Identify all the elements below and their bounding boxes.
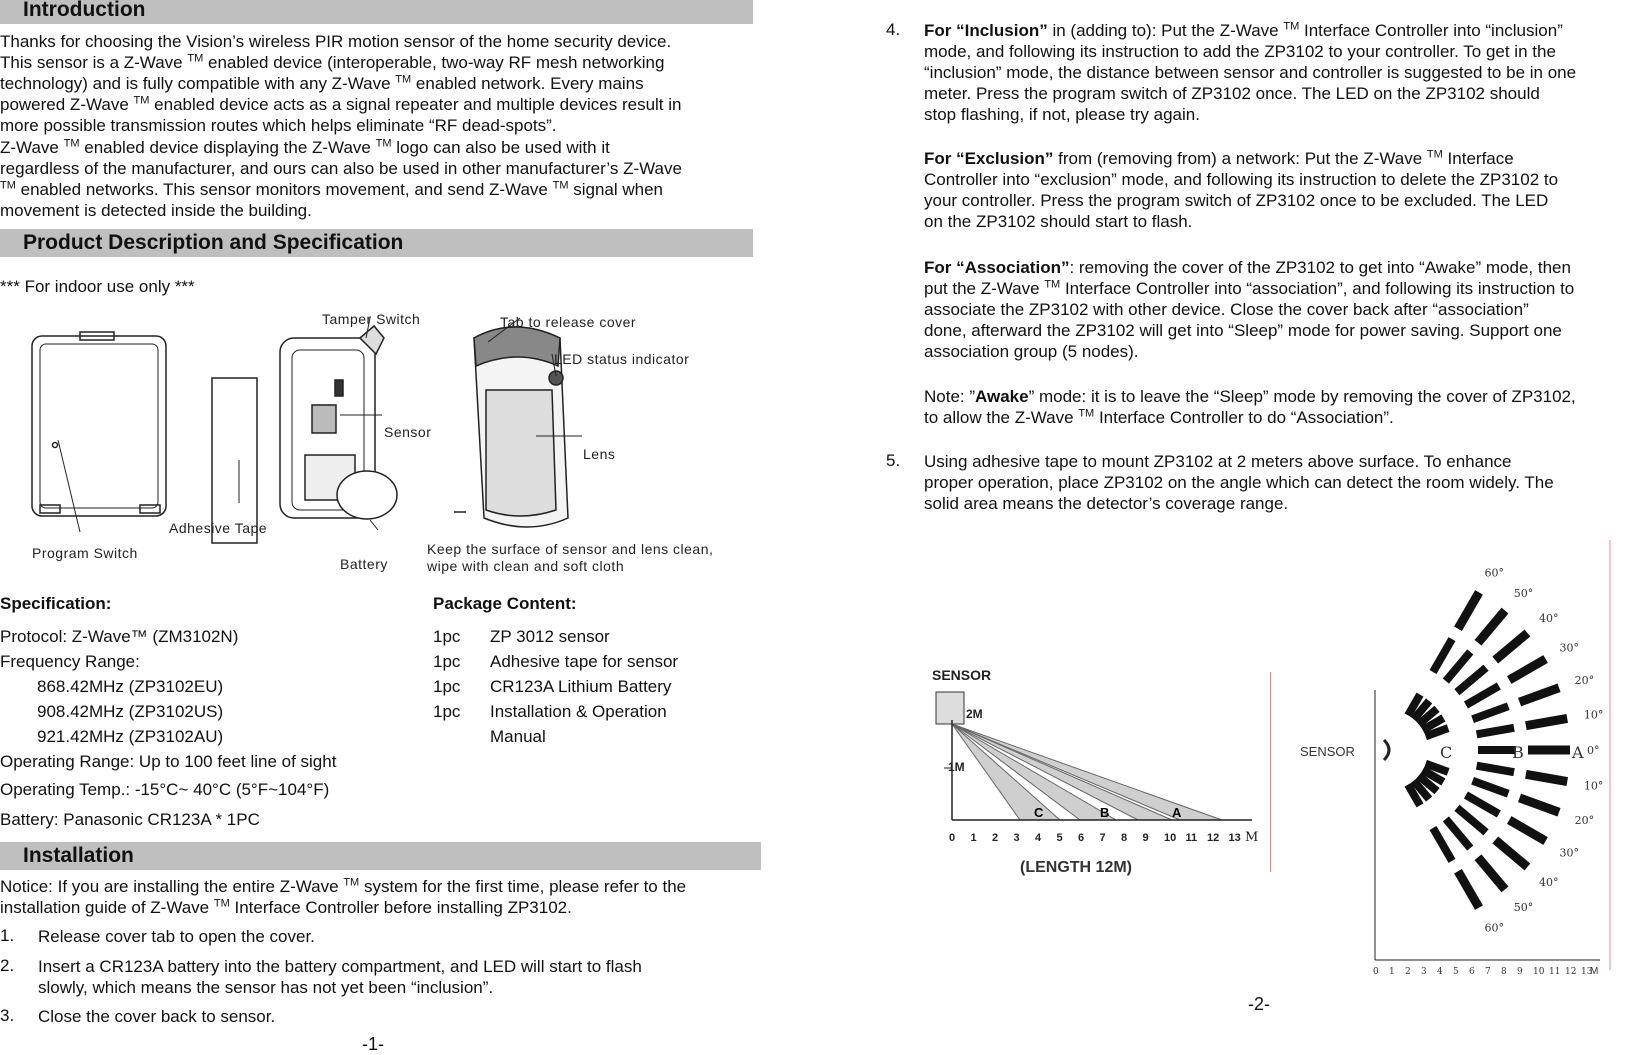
side-chart-length: (LENGTH 12M) [1020, 859, 1132, 876]
coverage-segment [1433, 828, 1452, 861]
package-qty-4: 1pc [433, 702, 461, 721]
angle-label: 40° [1539, 612, 1559, 626]
top-zone-c: C [1440, 743, 1453, 762]
spec-title: Specification: [0, 594, 112, 613]
indoor-note: *** For indoor use only *** [0, 277, 195, 296]
page-2 [870, 0, 1635, 1053]
adhesive-tape-illustration [212, 378, 257, 543]
side-chart-1m: 1M [948, 760, 965, 774]
spec-protocol: Protocol: Z-Wave™ (ZM3102N) [0, 627, 239, 646]
label-tab-release: Tab to release cover [500, 314, 637, 330]
page-number-2: -2- [1248, 994, 1270, 1014]
step-4-number: 4. [886, 20, 901, 39]
side-tick-label: 1 [970, 832, 977, 844]
coverage-segment [1466, 686, 1499, 705]
label-sensor: Sensor [384, 424, 432, 440]
coverage-segment [1458, 871, 1479, 907]
coverage-segment [1458, 592, 1479, 628]
coverage-segment [1473, 706, 1509, 719]
coverage-segment [1509, 820, 1545, 841]
spec-frequency: Frequency Range: [0, 652, 140, 671]
page-1 [0, 0, 760, 1053]
spec-freq-us: 908.42MHz (ZP3102US) [37, 702, 224, 721]
top-chart-sensor-label: SENSOR [1300, 744, 1355, 759]
angle-label: 0° [1587, 744, 1600, 757]
page-number-1: -1- [362, 1034, 384, 1054]
intro-header: Introduction [0, 0, 753, 24]
top-tick-label: 9 [1517, 967, 1523, 977]
top-tick-label: 6 [1469, 967, 1475, 977]
package-item-1: ZP 3012 sensor [490, 627, 610, 646]
side-tick-label: 3 [1013, 832, 1020, 844]
coverage-segment [1495, 633, 1527, 660]
spec-freq-au: 921.42MHz (ZP3102AU) [37, 727, 224, 746]
top-chart-unit: M [1590, 966, 1599, 977]
coverage-segment [1520, 798, 1559, 812]
side-tick-label: 8 [1121, 832, 1128, 844]
angle-label: 40° [1539, 875, 1559, 889]
angle-label: 50° [1513, 586, 1534, 600]
package-item-2: Adhesive tape for sensor [490, 652, 679, 671]
side-chart-ticks [949, 832, 1241, 844]
top-tick-label: 5 [1453, 967, 1459, 977]
package-qty-1: 1pc [433, 627, 461, 646]
coverage-segment [1520, 688, 1559, 702]
angle-label: 10° [1583, 779, 1604, 793]
package-qty-3: 1pc [433, 677, 461, 696]
step-2-number: 2. [0, 956, 15, 975]
side-zone-b: B [1100, 805, 1110, 820]
side-chart-sensor-label: SENSOR [932, 667, 992, 683]
top-tick-label: 11 [1549, 967, 1561, 977]
label-led-indicator: LED status indicator [554, 351, 690, 367]
side-zone-c: C [1034, 805, 1044, 820]
top-tick-label: 2 [1405, 967, 1411, 977]
installation-header: Installation [0, 842, 761, 870]
side-coverage-chart [930, 660, 1260, 880]
side-chart-beams [952, 724, 1222, 820]
side-tick-label: 9 [1142, 832, 1149, 844]
top-tick-label: 7 [1485, 967, 1491, 977]
awake-note: Note: ”Awake” mode: it is to leave the “Sleep” mode by removing the cover of ZP3102, to allow the Z-Wave ™ Interface Controller to do “Association”. [924, 387, 1576, 427]
package-item-5: Manual [490, 727, 546, 746]
side-chart-2m: 2M [966, 707, 983, 721]
step-3-text: Close the cover back to sensor. [38, 1007, 276, 1026]
side-tick-label: 5 [1056, 832, 1063, 844]
coverage-segment [1478, 611, 1505, 643]
intro-paragraph-2: Z-Wave ™ enabled device displaying the Z-Wave ™ logo can also be used with it regardless of the manufacturer, and ours can also be used in other manufacturer’s Z-Wave ™ enabled networks. This sensor monitors movement, and send Z-Wave ™ signal when movement is detected inside the building. [0, 137, 682, 220]
spec-battery: Battery: Panasonic CR123A * 1PC [0, 810, 260, 829]
angle-label: 50° [1513, 901, 1534, 915]
top-zone-a: A [1572, 743, 1584, 762]
step-5-number: 5. [886, 451, 901, 470]
step-2-text: Insert a CR123A battery into the battery compartment, and LED will start to flash [38, 957, 642, 976]
coverage-segment [1457, 808, 1486, 832]
step-2-text-cont: slowly, which means the sensor has not yet been “inclusion”. [38, 978, 494, 997]
product-diagram [0, 300, 760, 580]
top-tick-label: 8 [1501, 967, 1507, 977]
top-zone-b: B [1512, 743, 1524, 762]
front-cover-illustration [454, 327, 568, 527]
side-zone-a: A [1172, 805, 1182, 820]
side-tick-label: 6 [1078, 832, 1085, 844]
side-tick-label: 0 [949, 832, 956, 844]
side-tick-label: 7 [1099, 832, 1106, 844]
side-chart-unit: M [1245, 830, 1259, 845]
step-1-number: 1. [0, 926, 15, 945]
coverage-segment [1526, 718, 1567, 725]
side-tick-label: 11 [1185, 832, 1198, 844]
angle-label: 10° [1583, 708, 1604, 722]
label-keep-clean-1: Keep the surface of sensor and lens clean, [427, 541, 714, 557]
angle-label: 30° [1559, 846, 1580, 860]
step-3-number: 3. [0, 1006, 15, 1025]
inclusion-paragraph: For “Inclusion” in (adding to): Put the Z-Wave ™ Interface Controller into “inclusion” mode, and following its instruction to add the ZP3102 to your controller. To get in the “inclusion” mode, the distance between sensor and controller is suggested to be in one meter. Press the program switch of ZP3102 once. The LED on the ZP3102 should stop flashing, if not, please try again. [924, 20, 1577, 124]
label-keep-clean-2: wipe with clean and soft cloth [427, 558, 625, 574]
back-cover-illustration [32, 332, 166, 516]
coverage-segment [1433, 639, 1452, 672]
intro-paragraph-1: Thanks for choosing the Vision’s wireless PIR motion sensor of the home security device. This sensor is a Z-Wave ™ enabled device (interoperable, two-way RF mesh networking technology) and is fully compatible with any Z-Wave ™ enabled network. Every mains powered Z-Wave ™ enabled device acts as a signal repeater and multiple devices result in more possible transmission routes which helps eliminate “RF dead-spots”. [0, 32, 682, 135]
top-tick-label: 13 [1581, 967, 1593, 977]
label-adhesive-tape: Adhesive Tape [169, 520, 268, 536]
top-tick-label: 3 [1421, 967, 1427, 977]
spec-range: Operating Range: Up to 100 feet line of sight [0, 752, 337, 771]
top-chart-sensor-icon [1384, 740, 1389, 760]
step-5-paragraph: Using adhesive tape to mount ZP3102 at 2 meters above surface. To enhance proper operation, place ZP3102 on the angle which can detect the room widely. The solid area means the detector’s coverage range. [924, 452, 1554, 513]
label-tamper-switch: Tamper Switch [322, 311, 421, 327]
coverage-segment [1526, 774, 1567, 781]
association-paragraph: For “Association”: removing the cover of the ZP3102 to get into “Awake” mode, then put the Z-Wave ™ Interface Controller into “association”, and following its instruction to associate the ZP3102 with other device. Close the cover back after “association” done, afterward the ZP3102 will get into “Sleep” mode for power saving. Support one association group (5 nodes). [924, 258, 1575, 361]
angle-label: 20° [1574, 814, 1595, 828]
coverage-segment [1478, 857, 1505, 889]
coverage-segment [1509, 659, 1545, 680]
label-program-switch: Program Switch [32, 545, 138, 561]
step-1-text: Release cover tab to open the cover. [38, 927, 315, 946]
top-tick-label: 4 [1437, 967, 1443, 977]
coverage-segment [1477, 728, 1514, 735]
open-sensor-illustration [280, 326, 397, 519]
side-tick-label: 4 [1035, 832, 1042, 844]
coverage-segment [1473, 781, 1509, 794]
top-chart-segments [1408, 592, 1570, 907]
coverage-segment [1495, 840, 1527, 867]
side-tick-label: 10 [1164, 832, 1177, 844]
top-tick-label: 0 [1373, 967, 1379, 977]
angle-label: 30° [1559, 641, 1580, 655]
coverage-segment [1446, 652, 1470, 681]
exclusion-paragraph: For “Exclusion” from (removing from) a network: Put the Z-Wave ™ Interface Controller into “exclusion” mode, and following its instruction to delete the ZP3102 to your controller. Press the program switch of ZP3102 once to be excluded. The LED on the ZP3102 should start to flash. [924, 148, 1559, 231]
top-chart-ticks [1373, 967, 1593, 977]
angle-label: 60° [1484, 921, 1504, 935]
side-tick-label: 2 [992, 832, 999, 844]
top-tick-label: 12 [1565, 967, 1577, 977]
package-qty-2: 1pc [433, 652, 461, 671]
side-chart-sensor-icon [936, 692, 964, 724]
spec-temp: Operating Temp.: -15°C~ 40°C (5°F~104°F) [0, 780, 330, 799]
side-chart-limit-line [1270, 672, 1271, 872]
side-tick-label: 13 [1228, 832, 1241, 844]
label-battery: Battery [340, 556, 388, 572]
angle-label: 60° [1484, 566, 1504, 580]
coverage-segment [1446, 819, 1470, 848]
coverage-segment [1457, 668, 1486, 692]
package-title: Package Content: [433, 594, 577, 613]
installation-notice: Notice: If you are installing the entire Z-Wave ™ system for the first time, please refer to the installation guide of Z-Wave ™ Interface Controller before installing ZP3102. [0, 876, 687, 917]
angle-label: 20° [1574, 673, 1595, 687]
coverage-segment [1477, 766, 1514, 773]
package-item-3: CR123A Lithium Battery [490, 677, 672, 696]
top-coverage-chart [1300, 540, 1635, 985]
package-item-4: Installation & Operation [490, 702, 667, 721]
coverage-segment [1466, 795, 1499, 814]
side-tick-label: 12 [1207, 832, 1220, 844]
description-header: Product Description and Specification [0, 229, 753, 257]
spec-freq-eu: 868.42MHz (ZP3102EU) [37, 677, 224, 696]
top-tick-label: 1 [1389, 967, 1395, 977]
label-lens: Lens [583, 446, 616, 462]
top-tick-label: 10 [1533, 967, 1545, 977]
